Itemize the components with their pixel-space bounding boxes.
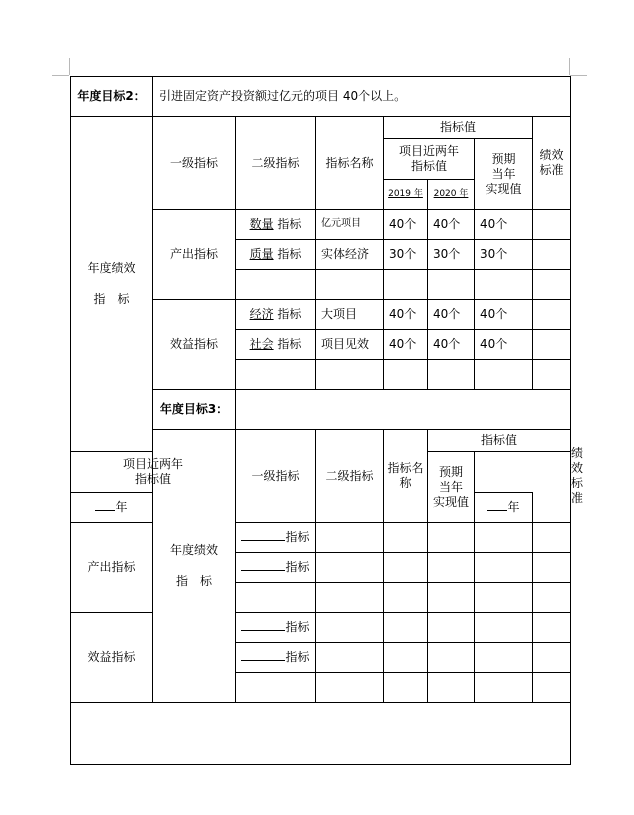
value-2019	[384, 360, 428, 390]
table3-header-row1: 年度绩效 指 标 一级指标 二级指标 指标名称 指标值 绩效 标准	[71, 430, 571, 452]
value-2020: 40个	[428, 210, 475, 240]
value-header-2: 指标值	[384, 117, 533, 139]
goal3-label: 年度目标3：	[153, 390, 236, 430]
level2-cell: 数量 指标	[236, 210, 316, 240]
level2-cell	[236, 360, 316, 390]
table-row	[71, 613, 571, 643]
value-2020	[428, 270, 475, 300]
value-2019: 30个	[384, 240, 428, 270]
value-2020	[428, 360, 475, 390]
indicator-name: 大项目	[316, 300, 384, 330]
standard-cell	[533, 270, 571, 300]
indicator-name	[316, 270, 384, 300]
annual-performance-label-2: 年度绩效 指 标	[71, 117, 153, 452]
value-expected: 30个	[475, 240, 533, 270]
year-2019-header: 2019 年	[384, 180, 428, 210]
year-2020-header: 2020 年	[428, 180, 475, 210]
indicator-name: 实体经济	[316, 240, 384, 270]
level1-header-3: 一级指标	[236, 430, 316, 523]
goal2-text: 引进固定资产投资额过亿元的项目 40个以上。	[153, 77, 571, 117]
table-row	[71, 523, 571, 553]
level2-cell: 指标	[236, 523, 316, 553]
value-expected: 40个	[475, 330, 533, 360]
standard-cell	[533, 240, 571, 270]
level2-cell: 社会 指标	[236, 330, 316, 360]
standard-cell	[533, 360, 571, 390]
standard-cell	[533, 210, 571, 240]
name-header-2: 指标名称	[316, 117, 384, 210]
standard-header-2: 绩效 标准	[533, 117, 571, 210]
goal3-text	[236, 390, 571, 430]
recent-header-2: 项目近两年 指标值	[384, 139, 475, 180]
level2-cell: 指标	[236, 553, 316, 583]
value-2020: 40个	[428, 300, 475, 330]
output-category-3: 产出指标	[71, 523, 153, 613]
name-header-3: 指标名称	[384, 430, 428, 523]
level2-cell: 经济 指标	[236, 300, 316, 330]
expected-header-3: 预期 当年 实现值	[428, 452, 475, 523]
indicator-name: 亿元项目	[316, 210, 384, 240]
crop-mark-top-right-h	[570, 75, 587, 76]
crop-mark-top-left	[69, 58, 70, 75]
table2-header-row1	[71, 117, 571, 139]
value-2020: 30个	[428, 240, 475, 270]
value-expected	[475, 270, 533, 300]
standard-cell	[533, 330, 571, 360]
level2-cell: 指标	[236, 643, 316, 673]
year-blank-header-2: 年	[475, 493, 533, 523]
goal2-row	[71, 77, 571, 117]
indicator-name	[316, 360, 384, 390]
crop-mark-top-left-h	[52, 75, 69, 76]
value-2019: 40个	[384, 300, 428, 330]
level1-header-2: 一级指标	[153, 117, 236, 210]
indicator-name: 项目见效	[316, 330, 384, 360]
notes-area	[71, 703, 571, 765]
benefit-category-3: 效益指标	[71, 613, 153, 703]
notes-row	[71, 703, 571, 765]
expected-header-2: 预期 当年 实现值	[475, 139, 533, 210]
year-blank-header-1: 年	[71, 493, 153, 523]
level2-header-3: 二级指标	[316, 430, 384, 523]
recent-header-3: 项目近两年 指标值	[71, 452, 236, 493]
value-expected	[475, 360, 533, 390]
value-expected: 40个	[475, 300, 533, 330]
crop-mark-top-right	[569, 58, 570, 75]
value-2019: 40个	[384, 330, 428, 360]
value-2019	[384, 270, 428, 300]
level2-header-2: 二级指标	[236, 117, 316, 210]
level2-cell	[236, 270, 316, 300]
value-header-3: 指标值	[428, 430, 571, 452]
goal2-label: 年度目标2：	[71, 77, 153, 117]
standard-cell	[533, 300, 571, 330]
level2-cell: 质量 指标	[236, 240, 316, 270]
output-category-2: 产出指标	[153, 210, 236, 300]
annual-performance-label-3: 年度绩效 指 标	[153, 430, 236, 703]
performance-goal-table	[70, 76, 584, 765]
value-2019: 40个	[384, 210, 428, 240]
value-2020: 40个	[428, 330, 475, 360]
benefit-category-2: 效益指标	[153, 300, 236, 390]
level2-cell: 指标	[236, 613, 316, 643]
value-expected: 40个	[475, 210, 533, 240]
